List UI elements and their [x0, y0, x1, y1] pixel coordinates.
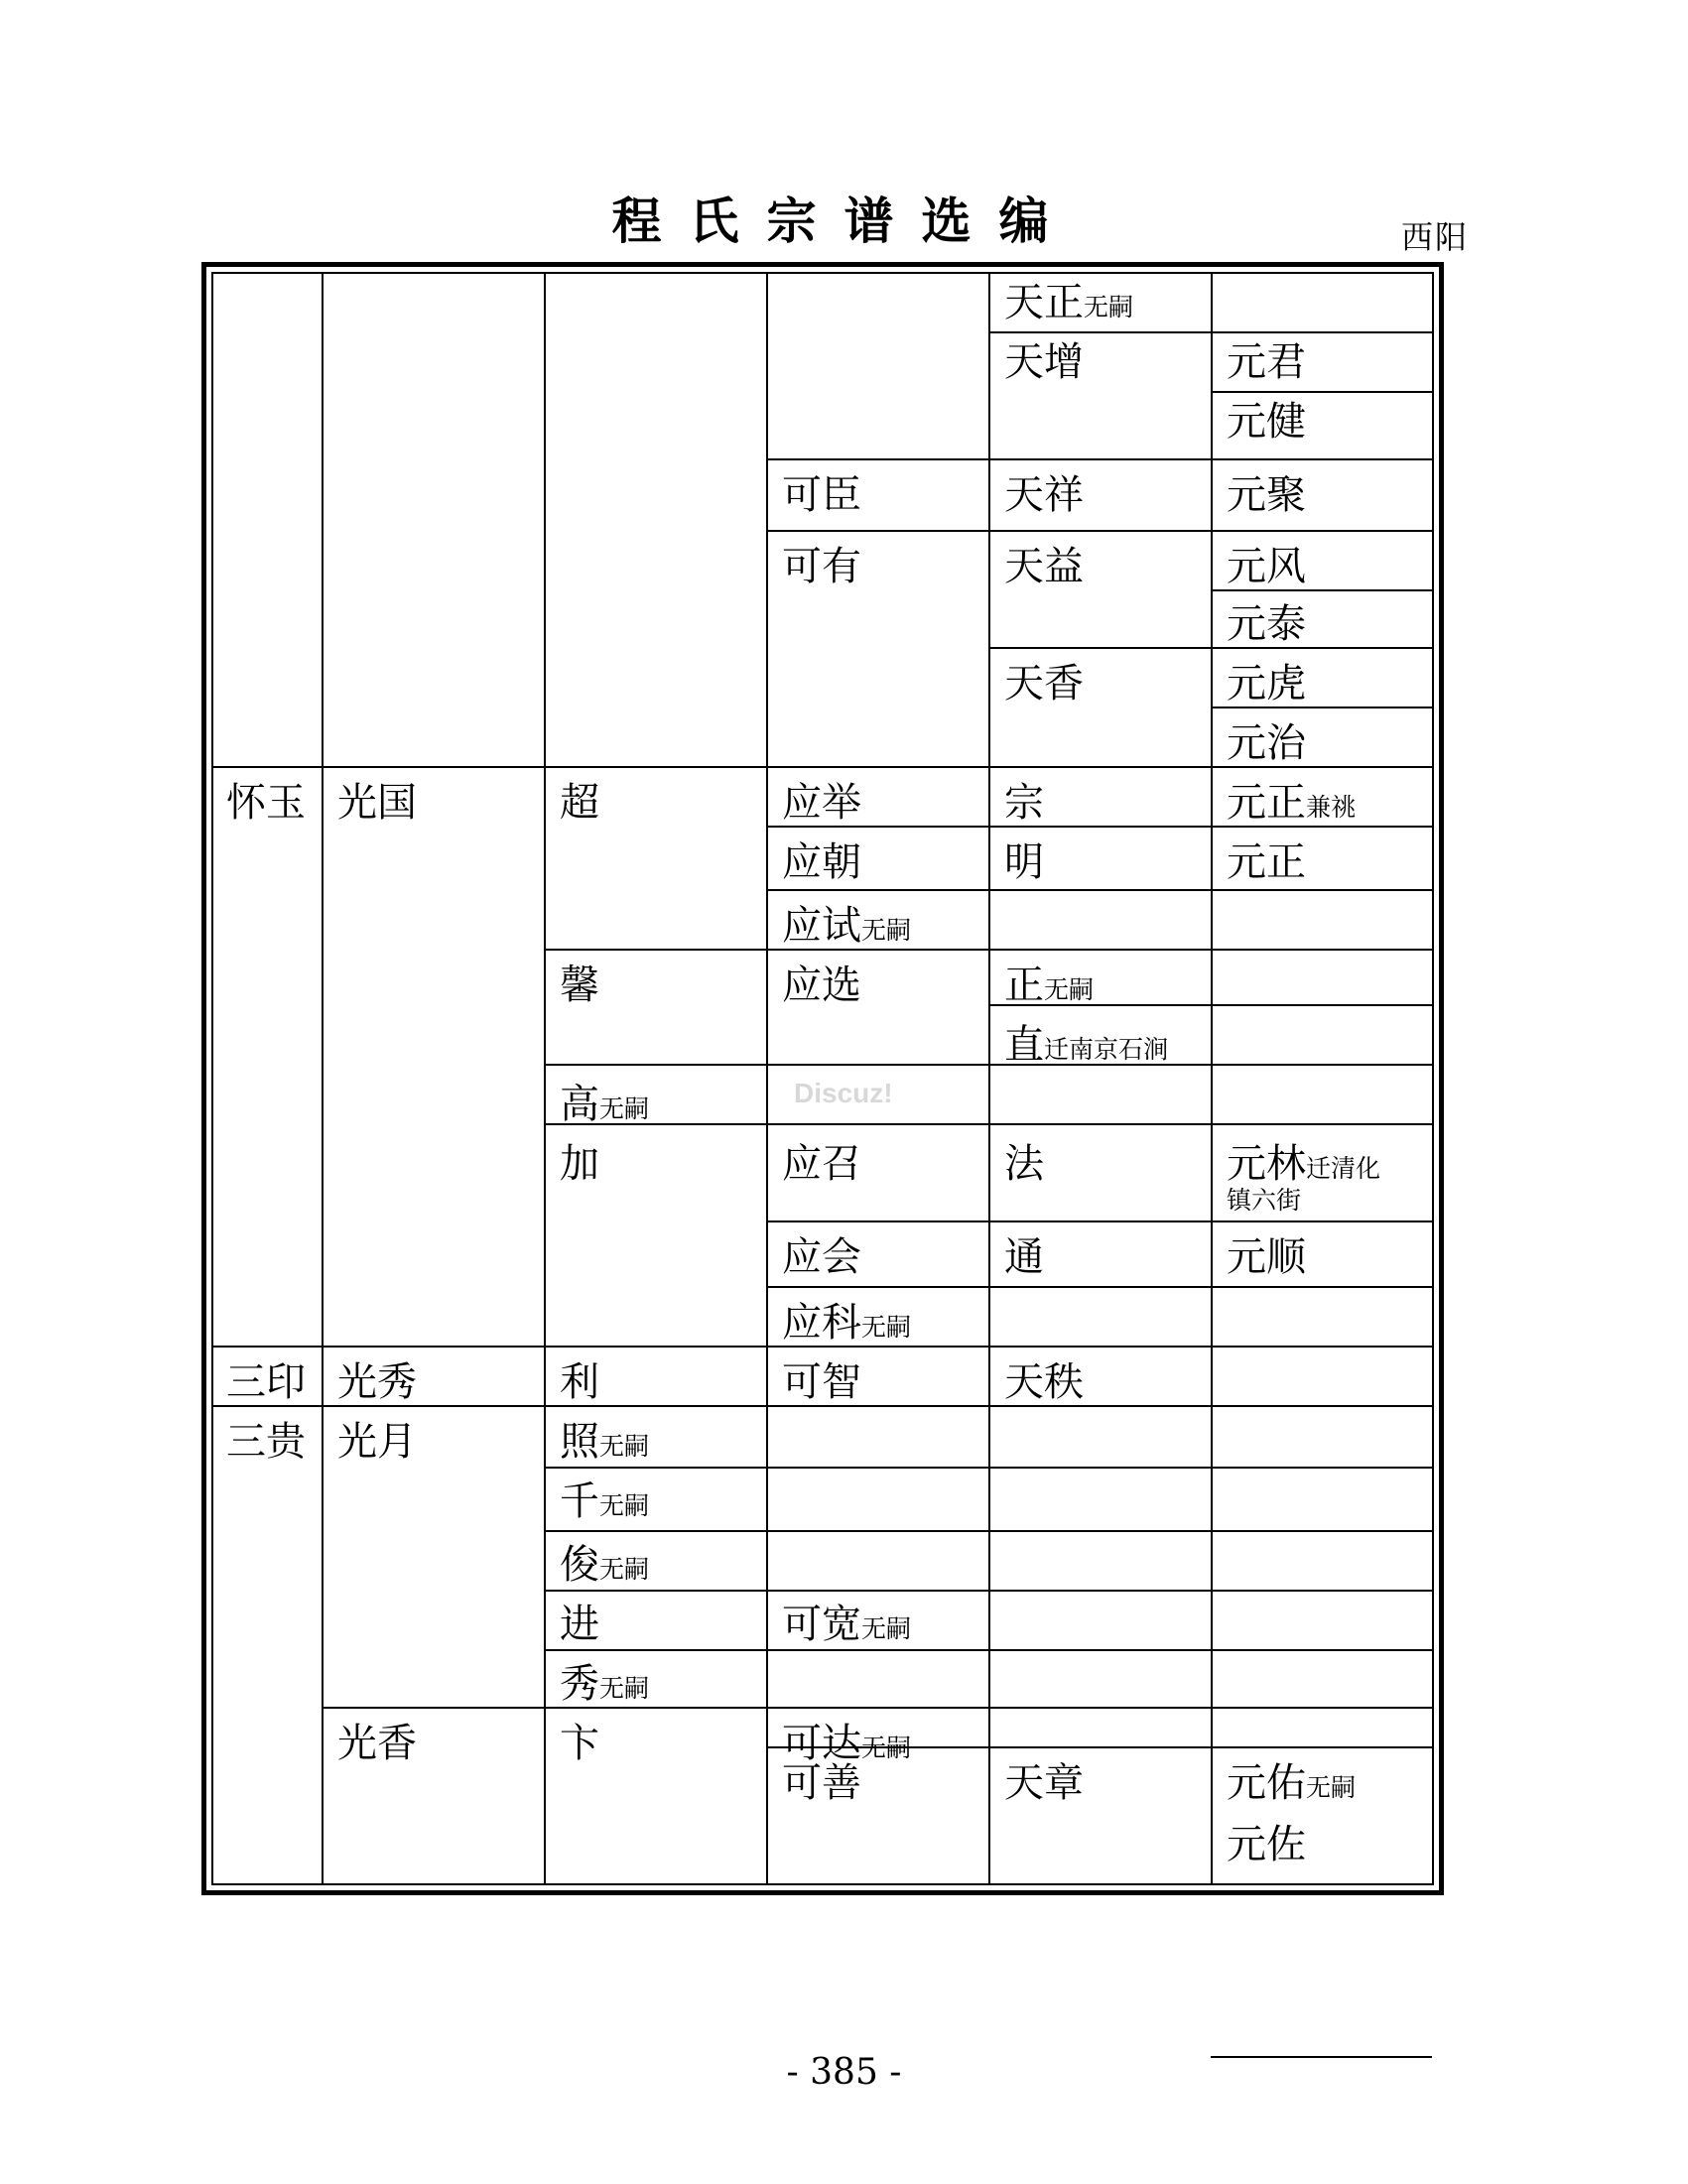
- name-cell: 可宽无嗣: [782, 1602, 912, 1647]
- dual-heir-note: 兼祧: [1306, 793, 1357, 822]
- no-heir-note: 无嗣: [861, 1734, 912, 1762]
- name-cell: 三贵: [226, 1419, 306, 1465]
- name-cell: 天秩: [1004, 1359, 1084, 1405]
- row-divider: [988, 331, 1432, 333]
- row-divider: [1211, 707, 1432, 708]
- name-cell: 元虎: [1227, 661, 1306, 707]
- no-heir-note: 无嗣: [599, 1491, 650, 1520]
- row-divider: [544, 1123, 1432, 1125]
- name-cell: 元君: [1227, 339, 1306, 385]
- row-divider: [544, 1467, 1432, 1469]
- col-divider: [1211, 274, 1213, 1883]
- name-cell: 元治: [1227, 720, 1306, 766]
- no-heir-note: 无嗣: [861, 1614, 912, 1643]
- name-cell: 元佐: [1227, 1822, 1306, 1867]
- no-heir-note: 无嗣: [1084, 293, 1134, 321]
- no-heir-note: 无嗣: [599, 1555, 650, 1584]
- name-cell: 应朝: [782, 839, 861, 885]
- name-cell: 可臣: [782, 472, 861, 518]
- name-cell: 元泰: [1227, 601, 1306, 647]
- name-cell: 光月: [337, 1419, 417, 1465]
- name-cell: 光国: [337, 780, 417, 826]
- row-divider: [1211, 589, 1432, 591]
- row-divider: [213, 1405, 1432, 1407]
- col-divider: [544, 274, 546, 1883]
- page-title: 程氏宗谱选编: [611, 193, 1077, 250]
- name-cell: 明: [1004, 839, 1044, 885]
- name-cell: 进: [560, 1602, 599, 1647]
- migration-note: 迁清化: [1306, 1154, 1381, 1183]
- name-cell: 照无嗣: [560, 1419, 650, 1465]
- name-cell: 三印: [226, 1359, 306, 1405]
- name-cell: 天益: [1004, 544, 1084, 589]
- name-cell: 利: [560, 1359, 599, 1405]
- row-divider: [988, 647, 1432, 649]
- name-cell: 天祥: [1004, 472, 1084, 518]
- name-cell: 元佑无嗣: [1227, 1760, 1357, 1806]
- name-cell: 元健: [1227, 399, 1306, 445]
- name-cell: 元风: [1227, 544, 1306, 589]
- no-heir-note: 无嗣: [861, 916, 912, 945]
- name-cell: 卞: [560, 1721, 599, 1766]
- name-cell: 可智: [782, 1359, 861, 1405]
- no-heir-note: 无嗣: [1306, 1773, 1357, 1802]
- name-cell: 天香: [1004, 661, 1084, 707]
- no-heir-note: 无嗣: [599, 1432, 650, 1461]
- name-cell: 元林迁清化: [1227, 1141, 1381, 1187]
- name-cell: 可达无嗣: [782, 1721, 912, 1766]
- no-heir-note: 无嗣: [1044, 975, 1095, 1004]
- migration-note: 迁南京石涧: [1044, 1035, 1169, 1064]
- name-cell: 千无嗣: [560, 1478, 650, 1524]
- no-heir-note: 无嗣: [861, 1313, 912, 1342]
- name-cell: 高无嗣: [560, 1082, 650, 1127]
- name-cell: 宗: [1004, 780, 1044, 826]
- name-cell: 通: [1004, 1234, 1044, 1280]
- row-divider: [544, 949, 1432, 951]
- row-divider: [1211, 391, 1432, 393]
- col-divider: [766, 274, 768, 1883]
- row-divider: [544, 1530, 1432, 1532]
- row-divider: [766, 530, 1432, 532]
- name-cell: 元正兼祧: [1227, 780, 1357, 826]
- name-cell: 光秀: [337, 1359, 417, 1405]
- row-divider: [213, 766, 1432, 768]
- name-cell: 超: [560, 780, 599, 826]
- name-cell: 可有: [782, 544, 861, 589]
- name-cell: 可善: [782, 1760, 861, 1806]
- row-divider: [322, 1707, 1432, 1709]
- name-cell: 天章: [1004, 1760, 1084, 1806]
- col-divider: [322, 274, 324, 1883]
- no-heir-note: 无嗣: [599, 1094, 650, 1123]
- migration-note: 镇六街: [1227, 1186, 1302, 1215]
- row-divider: [766, 1220, 1432, 1222]
- row-divider: [766, 889, 1432, 891]
- name-cell: 俊无嗣: [560, 1542, 650, 1588]
- name-cell: 天正无嗣: [1004, 280, 1134, 325]
- row-divider: [766, 1286, 1432, 1288]
- name-cell: 怀玉: [226, 780, 306, 826]
- row-divider: [766, 826, 1432, 828]
- name-cell: 应选: [782, 963, 861, 1008]
- row-divider: [544, 1590, 1432, 1592]
- name-cell: 应会: [782, 1234, 861, 1280]
- name-cell: 应举: [782, 780, 861, 826]
- name-cell: 元顺: [1227, 1234, 1306, 1280]
- side-label: 西阳: [1401, 218, 1470, 256]
- row-divider: [544, 1064, 1432, 1066]
- name-cell: 元聚: [1227, 472, 1306, 518]
- name-cell: 应试无嗣: [782, 903, 912, 949]
- page-number: - 385 -: [786, 2052, 902, 2093]
- name-cell: 光香: [337, 1721, 417, 1766]
- name-cell: 法: [1004, 1141, 1044, 1187]
- row-divider: [213, 1346, 1432, 1348]
- watermark: Discuz!: [794, 1078, 893, 1108]
- name-cell: 应召: [782, 1141, 861, 1187]
- name-cell: 直迁南京石涧: [1004, 1022, 1169, 1068]
- name-cell: 天增: [1004, 339, 1084, 385]
- name-cell: 元正: [1227, 839, 1306, 885]
- no-heir-note: 无嗣: [599, 1674, 650, 1703]
- name-cell: 正无嗣: [1004, 963, 1095, 1008]
- col-divider: [988, 274, 990, 1883]
- name-cell: 加: [560, 1141, 599, 1187]
- name-cell: 应科无嗣: [782, 1300, 912, 1346]
- row-divider: [766, 458, 1432, 460]
- row-divider: [544, 1649, 1432, 1651]
- name-cell: 秀无嗣: [560, 1661, 650, 1707]
- name-cell: 馨: [560, 963, 599, 1008]
